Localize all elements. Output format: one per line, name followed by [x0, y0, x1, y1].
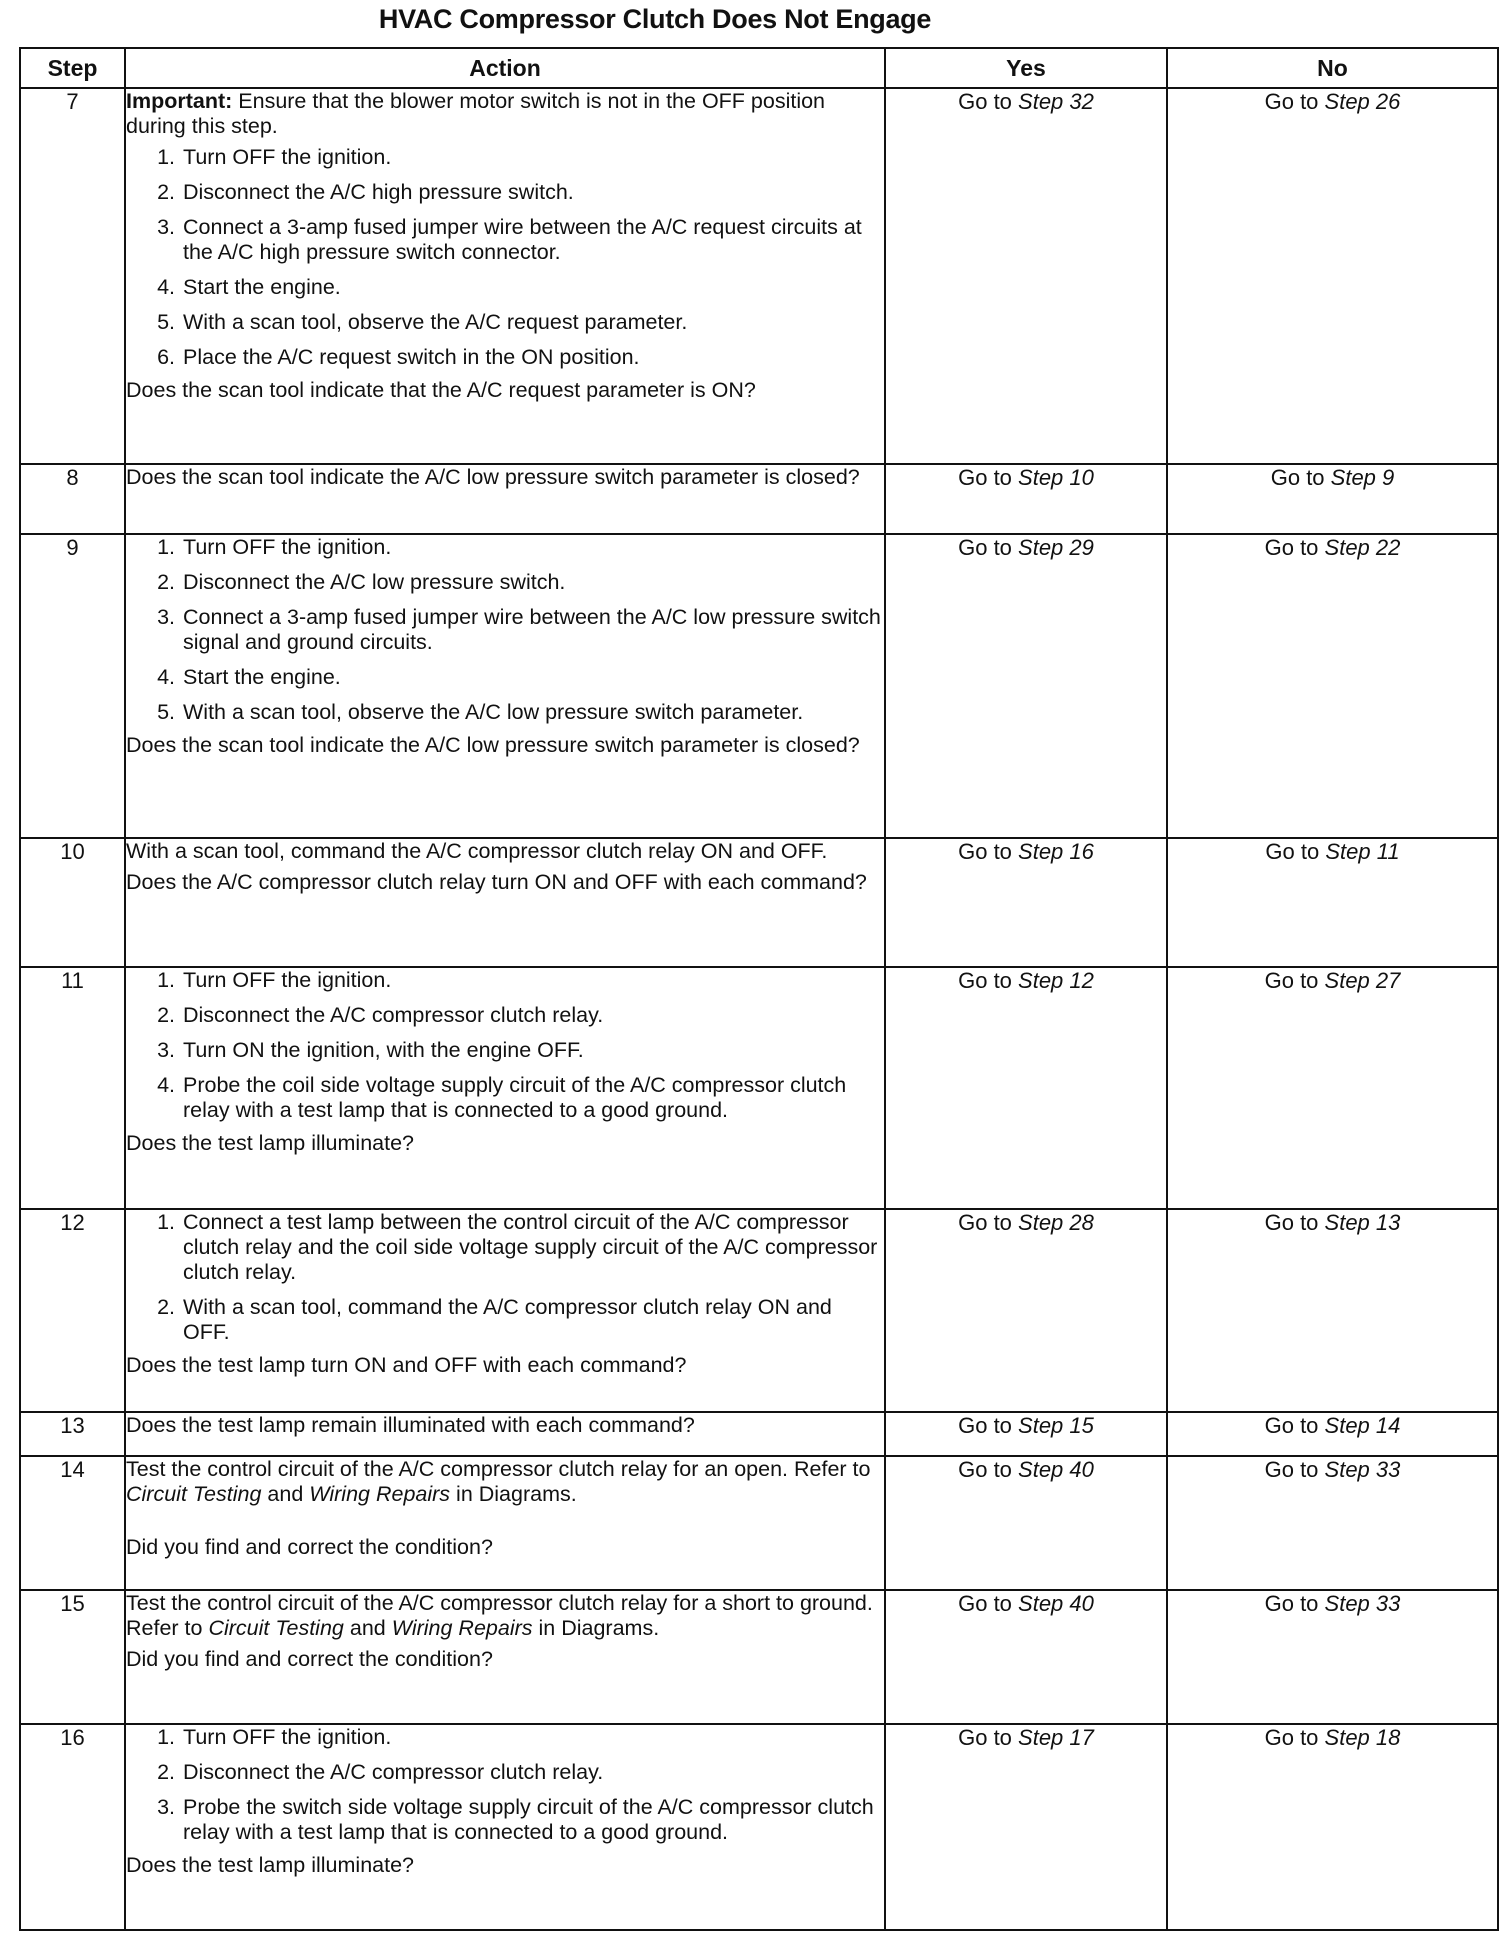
reference-wiring-repairs: Wiring Repairs [309, 1482, 451, 1506]
action-cell [125, 838, 885, 967]
yes-cell: Go to Step 17 [885, 1724, 1167, 1930]
header-no: No [1167, 48, 1498, 88]
yes-step-link: Step 12 [1018, 968, 1094, 993]
action-cell [125, 88, 885, 464]
instruction: With a scan tool, command the A/C compressor clutch relay ON and OFF. [126, 839, 828, 863]
yes-step-link: Step 40 [1018, 1591, 1094, 1616]
diagnostic-table [19, 47, 1499, 1931]
yes-step-link: Step 32 [1018, 89, 1094, 114]
table-header-row [20, 48, 1498, 88]
list-item: 2. Disconnect the A/C low pressure switch. [181, 570, 884, 595]
step-number: 15 [20, 1590, 125, 1724]
step-number: 12 [20, 1209, 125, 1412]
no-cell: Go to Step 9 [1167, 464, 1498, 534]
yes-step-link: Step 15 [1018, 1413, 1094, 1438]
action-cell [125, 1209, 885, 1412]
no-step-link: Step 18 [1324, 1725, 1401, 1750]
no-cell: Go to Step 27 [1167, 967, 1498, 1209]
table-row-step-13 [20, 1412, 1498, 1456]
procedure-list [126, 1210, 884, 1345]
no-step-link: Step 22 [1324, 535, 1401, 560]
table-row-step-8 [20, 464, 1498, 534]
yes-step-link: Step 16 [1018, 839, 1094, 864]
question: Does the scan tool indicate the A/C low pressure switch parameter is closed? [126, 465, 860, 489]
yes-step-link: Step 40 [1018, 1457, 1094, 1482]
yes-cell: Go to Step 28 [885, 1209, 1167, 1412]
no-step-link: Step 33 [1324, 1457, 1401, 1482]
list-item: 5. With a scan tool, observe the A/C low pressure switch parameter. [181, 700, 884, 725]
yes-cell: Go to Step 40 [885, 1590, 1167, 1724]
question: Does the scan tool indicate the A/C low pressure switch parameter is closed? [126, 733, 860, 757]
list-item: 4. Start the engine. [181, 275, 884, 300]
important-note: Important: Ensure that the blower motor switch is not in the OFF position during this step. [126, 89, 826, 138]
list-item: 6. Place the A/C request switch in the ON position. [181, 345, 884, 370]
list-item: 3. Connect a 3-amp fused jumper wire between the A/C low pressure switch signal and ground circuits. [181, 605, 884, 655]
header-step: Step [20, 48, 125, 88]
yes-cell: Go to Step 40 [885, 1456, 1167, 1590]
action-cell [125, 464, 885, 534]
step-number: 8 [20, 464, 125, 534]
no-cell: Go to Step 33 [1167, 1590, 1498, 1724]
action-cell [125, 1590, 885, 1724]
list-item: 2. Disconnect the A/C high pressure switch. [181, 180, 884, 205]
list-item: 1. Turn OFF the ignition. [181, 968, 884, 993]
reference-wiring-repairs: Wiring Repairs [391, 1616, 533, 1640]
list-item: 3. Turn ON the ignition, with the engine OFF. [181, 1038, 884, 1063]
list-item: 4. Start the engine. [181, 665, 884, 690]
question: Does the test lamp remain illuminated with each command? [126, 1413, 695, 1437]
reference-circuit-testing: Circuit Testing [208, 1616, 344, 1640]
list-item: 2. Disconnect the A/C compressor clutch relay. [181, 1003, 884, 1028]
no-cell: Go to Step 18 [1167, 1724, 1498, 1930]
no-step-link: Step 33 [1324, 1591, 1401, 1616]
list-item: 1. Turn OFF the ignition. [181, 145, 884, 170]
question: Does the A/C compressor clutch relay turn ON and OFF with each command? [126, 870, 867, 894]
no-step-link: Step 26 [1324, 89, 1401, 114]
procedure-list [126, 968, 884, 1123]
question: Did you find and correct the condition? [126, 1535, 493, 1559]
table-row-step-9 [20, 534, 1498, 838]
header-yes: Yes [885, 48, 1167, 88]
list-item: 5. With a scan tool, observe the A/C request parameter. [181, 310, 884, 335]
question: Does the scan tool indicate that the A/C request parameter is ON? [126, 378, 756, 402]
no-cell: Go to Step 14 [1167, 1412, 1498, 1456]
no-step-link: Step 27 [1324, 968, 1401, 993]
question: Does the test lamp turn ON and OFF with each command? [126, 1353, 687, 1377]
yes-step-link: Step 17 [1018, 1725, 1094, 1750]
yes-cell: Go to Step 12 [885, 967, 1167, 1209]
important-label: Important: [126, 89, 233, 113]
list-item: 1. Connect a test lamp between the control circuit of the A/C compressor clutch relay and the coil side voltage supply circuit of the A/C compressor clutch relay. [181, 1210, 884, 1285]
no-step-link: Step 13 [1324, 1210, 1401, 1235]
no-step-link: Step 9 [1330, 465, 1395, 490]
list-item: 1. Turn OFF the ignition. [181, 535, 884, 560]
instruction: Test the control circuit of the A/C compressor clutch relay for a short to ground. Refer to Circuit Testing and Wiring Repairs in Diagrams. [126, 1591, 873, 1640]
procedure-list [126, 535, 884, 725]
list-item: 3. Connect a 3-amp fused jumper wire between the A/C request circuits at the A/C high pressure switch connector. [181, 215, 884, 265]
list-item: 2. With a scan tool, command the A/C compressor clutch relay ON and OFF. [181, 1295, 884, 1345]
reference-circuit-testing: Circuit Testing [126, 1482, 262, 1506]
yes-cell: Go to Step 15 [885, 1412, 1167, 1456]
no-cell: Go to Step 22 [1167, 534, 1498, 838]
no-step-link: Step 11 [1325, 839, 1400, 864]
procedure-list [126, 145, 884, 370]
table-row-step-7 [20, 88, 1498, 464]
instruction: Test the control circuit of the A/C compressor clutch relay for an open. Refer to Circuit Testing and Wiring Repairs in Diagrams. [126, 1457, 871, 1506]
table-row-step-12 [20, 1209, 1498, 1412]
list-item: 1. Turn OFF the ignition. [181, 1725, 884, 1750]
yes-cell: Go to Step 32 [885, 88, 1167, 464]
yes-cell: Go to Step 16 [885, 838, 1167, 967]
no-cell: Go to Step 11 [1167, 838, 1498, 967]
question: Does the test lamp illuminate? [126, 1131, 415, 1155]
table-row-step-10 [20, 838, 1498, 967]
yes-cell: Go to Step 29 [885, 534, 1167, 838]
page-title: HVAC Compressor Clutch Does Not Engage [378, 4, 932, 34]
step-number: 13 [20, 1412, 125, 1456]
step-number: 14 [20, 1456, 125, 1590]
yes-step-link: Step 28 [1018, 1210, 1094, 1235]
action-cell [125, 1412, 885, 1456]
no-cell: Go to Step 33 [1167, 1456, 1498, 1590]
action-cell [125, 967, 885, 1209]
list-item: 2. Disconnect the A/C compressor clutch relay. [181, 1760, 884, 1785]
step-number: 10 [20, 838, 125, 967]
step-number: 7 [20, 88, 125, 464]
table-row-step-15 [20, 1590, 1498, 1724]
yes-step-link: Step 10 [1018, 465, 1094, 490]
no-cell: Go to Step 13 [1167, 1209, 1498, 1412]
table-row-step-14 [20, 1456, 1498, 1590]
action-cell [125, 1724, 885, 1930]
list-item: 4. Probe the coil side voltage supply circuit of the A/C compressor clutch relay with a test lamp that is connected to a good ground. [181, 1073, 884, 1123]
table-row-step-11 [20, 967, 1498, 1209]
table-row-step-16 [20, 1724, 1498, 1930]
step-number: 9 [20, 534, 125, 838]
step-number: 11 [20, 967, 125, 1209]
procedure-list [126, 1725, 884, 1845]
no-step-link: Step 14 [1324, 1413, 1401, 1438]
question: Does the test lamp illuminate? [126, 1853, 415, 1877]
header-action: Action [125, 48, 885, 88]
action-cell [125, 1456, 885, 1590]
step-number: 16 [20, 1724, 125, 1930]
yes-step-link: Step 29 [1018, 535, 1094, 560]
action-cell [125, 534, 885, 838]
question: Did you find and correct the condition? [126, 1647, 493, 1671]
list-item: 3. Probe the switch side voltage supply circuit of the A/C compressor clutch relay with a test lamp that is connected to a good ground. [181, 1795, 884, 1845]
no-cell: Go to Step 26 [1167, 88, 1498, 464]
yes-cell: Go to Step 10 [885, 464, 1167, 534]
